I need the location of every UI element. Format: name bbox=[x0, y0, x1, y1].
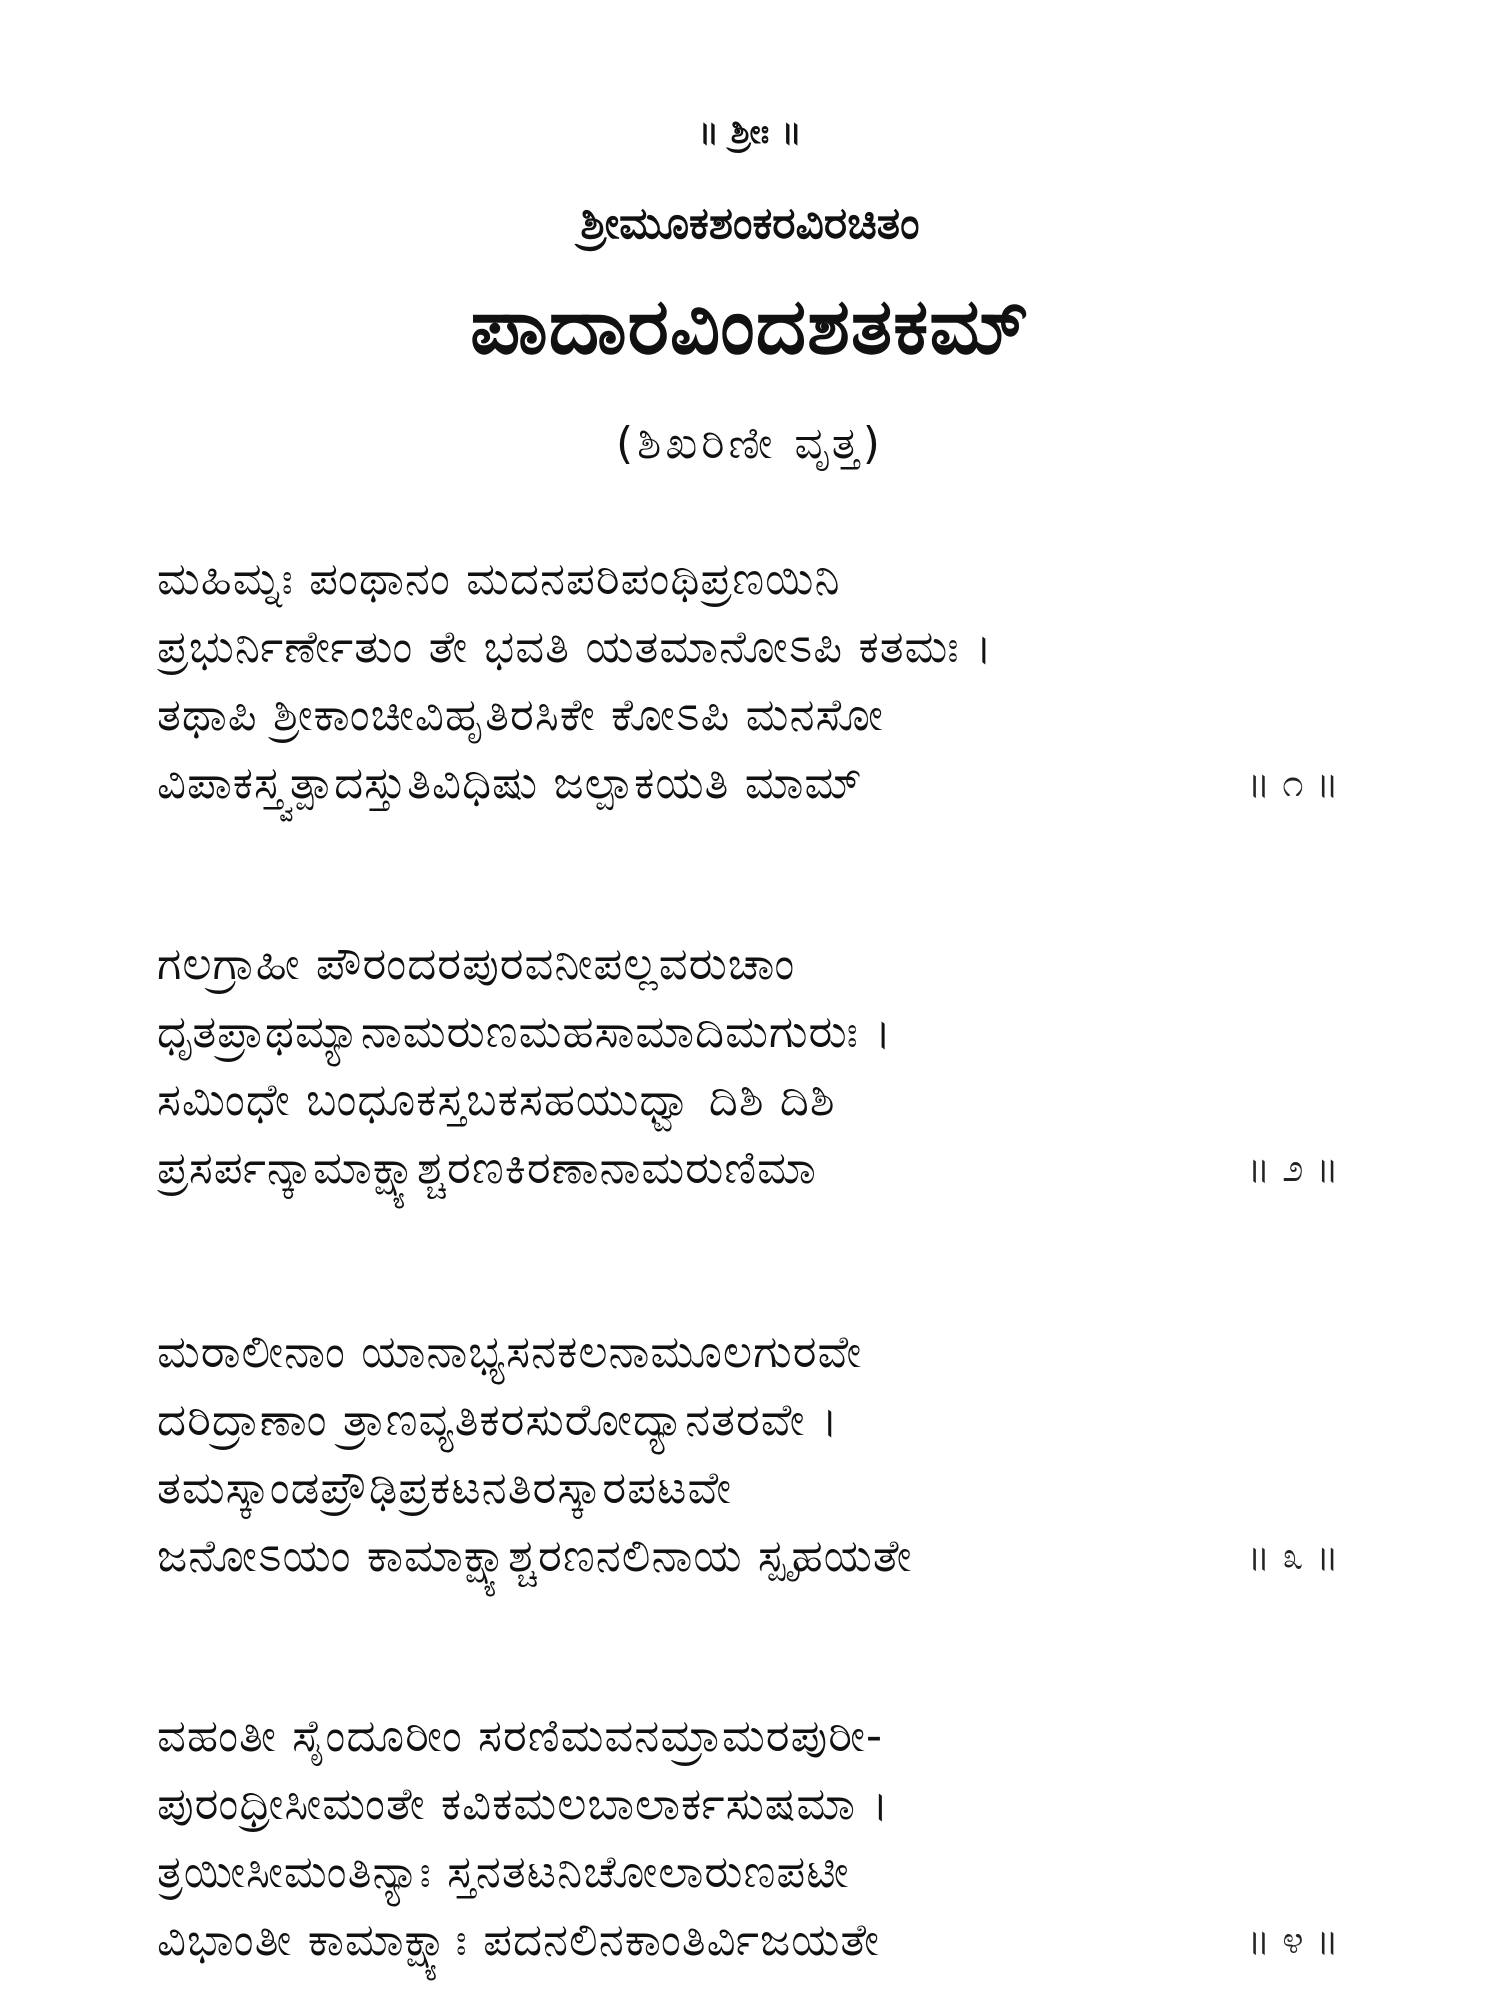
verse-line: ಧೃತಪ್ರಾಥಮ್ಯಾನಾಮರುಣಮಹಸಾಮಾದಿಮಗುರುಃ । bbox=[157, 1005, 893, 1058]
meter-label: (ಶಿಖರಿಣೀ ವೃತ್ತ) bbox=[616, 418, 884, 469]
verse-line: ಜನೋಽಯಂ ಕಾಮಾಕ್ಷ್ಯಾಶ್ಚರಣನಲಿನಾಯ ಸ್ಪೃಹಯತೇ bbox=[157, 1529, 913, 1582]
verse-line: ಸಮಿಂಧೇ ಬಂಧೂಕಸ್ತಬಕಸಹಯುಧ್ವಾ ದಿಶಿ ದಿಶಿ bbox=[157, 1073, 836, 1126]
page-title: ಪಾದಾರವಿಂದಶತಕಮ್ bbox=[470, 282, 1030, 372]
verse-line: ತಥಾಪಿ ಶ್ರೀಕಾಂಚೀವಿಹೃತಿರಸಿಕೇ ಕೋಽಪಿ ಮನಸೋ bbox=[157, 688, 884, 741]
verse-1 bbox=[157, 545, 1357, 817]
verse-line: ಮರಾಲೀನಾಂ ಯಾನಾಭ್ಯಸನಕಲನಾಮೂಲಗುರವೇ bbox=[157, 1325, 863, 1378]
verse-line: ಗಲಗ್ರಾಹೀ ಪೌರಂದರಪುರವನೀಪಲ್ಲವರುಚಾಂ bbox=[157, 937, 796, 990]
verse-line: ವಹಂತೀ ಸೈಂದೂರೀಂ ಸರಣಿಮವನಮ್ರಾಮರಪುರೀ- bbox=[157, 1709, 884, 1762]
verse-line: ವಿಭಾಂತೀ ಕಾಮಾಕ್ಷ್ಯಾಃ ಪದನಲಿನಕಾಂತಿರ್ವಿಜಯತೇ bbox=[157, 1913, 881, 1966]
author-line: ಶ್ರೀಮೂಕಶಂಕರವಿರಚಿತಂ bbox=[580, 198, 920, 249]
verse-line: ತ್ರಯೀಸೀಮಂತಿನ್ಯಾಃ ಸ್ತನತಟನಿಚೋಲಾರುಣಪಟೀ bbox=[157, 1845, 850, 1898]
verse-line: ತಮಸ್ಕಾಂಡಪ್ರೌಢಿಪ್ರಕಟನತಿರಸ್ಕಾರಪಟವೇ bbox=[157, 1461, 733, 1514]
verse-line: ಪ್ರಭುರ್ನಿರ್ಣೇತುಂ ತೇ ಭವತಿ ಯತಮಾನೋಽಪಿ ಕತಮಃ । bbox=[157, 620, 993, 673]
verse-number: ॥ ೧ ॥ bbox=[1247, 761, 1339, 805]
verse-line: ಮಹಿಮ್ನಃ ಪಂಥಾನಂ ಮದನಪರಿಪಂಥಿಪ್ರಣಯಿನಿ bbox=[157, 552, 841, 605]
verse-line: ದರಿದ್ರಾಣಾಂ ತ್ರಾಣವ್ಯತಿಕರಸುರೋದ್ಯಾನತರವೇ । bbox=[157, 1393, 839, 1446]
verse-3 bbox=[157, 1318, 1357, 1590]
verse-number: ॥ ೩ ॥ bbox=[1247, 1534, 1339, 1578]
verse-2 bbox=[157, 930, 1357, 1202]
invocation: ॥ ಶ್ರೀಃ ॥ bbox=[698, 112, 802, 152]
verse-line: ವಿಪಾಕಸ್ತ್ವತ್ಪಾದಸ್ತುತಿವಿಧಿಷು ಜಲ್ಪಾಕಯತಿ ಮಾಮ್ bbox=[157, 756, 863, 809]
verse-number: ॥ ೨ ॥ bbox=[1247, 1146, 1339, 1190]
verse-line: ಪುರಂಧ್ರೀಸೀಮಂತೇ ಕವಿಕಮಲಬಾಲಾರ್ಕಸುಷಮಾ । bbox=[157, 1777, 890, 1830]
verse-line: ಪ್ರಸರ್ಪನ್ಕಾಮಾಕ್ಷ್ಯಾಶ್ಚರಣಕಿರಣಾನಾಮರುಣಿಮಾ bbox=[157, 1141, 817, 1194]
verse-number: ॥ ೪ ॥ bbox=[1247, 1918, 1339, 1962]
verse-4 bbox=[157, 1702, 1357, 1974]
